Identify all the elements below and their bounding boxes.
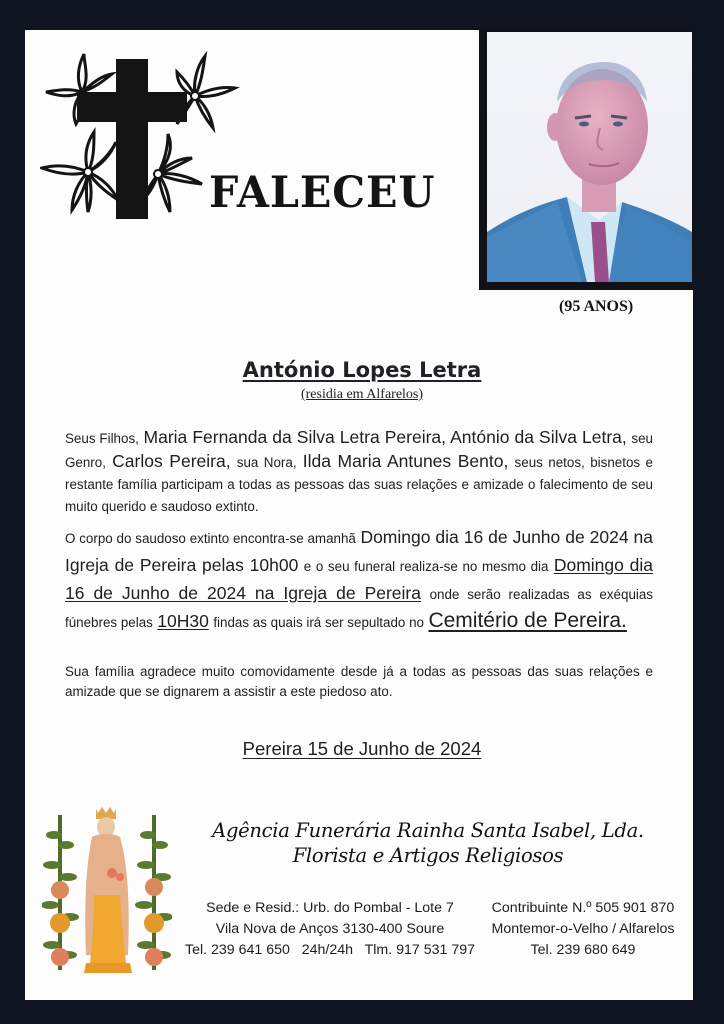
funeral-paragraph: [65, 524, 653, 636]
address-line-1: Sede e Resid.: Urb. do Pombal - Lote 7: [206, 900, 454, 916]
text: seus netos, bisnetos e restante família participam a todas as pessoas das suas relações e amizade o falecimento de seu muito querido e saudoso extinto.: [65, 455, 653, 514]
age-label: (95 ANOS): [559, 298, 634, 315]
agency-tagline: Florista e Artigos Religiosos: [292, 844, 564, 867]
son-in-law-name: Carlos Pereira,: [112, 451, 231, 471]
address-line-2: Vila Nova de Anços 3130-400 Soure: [215, 921, 445, 937]
text: e o seu funeral realiza-se no mesmo dia: [303, 559, 549, 574]
funeral-details: Domingo dia 16 de Junho de 2024 na Igreja de Pereira: [65, 555, 654, 603]
flower-icon: [140, 134, 202, 212]
text: findas as quais irá ser sepultado no: [213, 615, 424, 630]
flower-column-right: [135, 815, 172, 970]
agency-title: [178, 818, 678, 868]
text: Seus Filhos,: [65, 431, 139, 446]
statue: [84, 807, 132, 973]
text: O corpo do saudoso extinto encontra-se amanhã: [65, 531, 356, 546]
family-paragraph: [65, 426, 653, 518]
text: sua Nora,: [236, 455, 297, 470]
branch-phone: Tel. 239 680 649: [530, 942, 636, 958]
notice-body: [65, 426, 653, 702]
branch-location: Montemor-o-Velho / Alfarelos: [491, 921, 675, 937]
agency-details: [488, 898, 678, 961]
page-title: FALECEU: [209, 168, 436, 218]
thanks-paragraph: Sua família agradece muito comovidamente desde já a todas as pessoas das suas relações e amizade que se dignarem a assistir a este piedoso ato.: [65, 664, 653, 699]
cross-horizontal: [77, 92, 187, 122]
flower-icon: [42, 132, 118, 212]
text: seu Genro,: [65, 431, 653, 470]
portrait-photo: [487, 32, 692, 282]
funeral-time: 10H30: [157, 611, 209, 631]
text: onde serão realizadas as exéquias fúnebres pelas: [65, 587, 654, 630]
phone-line: Tel. 239 641 650 24h/24h Tlm. 917 531 797: [184, 942, 475, 958]
daughter-in-law-name: Ilda Maria Antunes Bento,: [302, 451, 509, 471]
saint-statue-image: [42, 805, 172, 980]
agency-name: Agência Funerária Rainha Santa Isabel, Lda.: [212, 819, 644, 842]
children-names: Maria Fernanda da Silva Letra Pereira, António da Silva Letra,: [143, 427, 627, 447]
flower-column-left: [42, 815, 79, 970]
place-date: Pereira 15 de Junho de 2024: [242, 738, 482, 759]
cross-vertical: [116, 59, 148, 219]
tax-id: Contribuinte N.º 505 901 870: [491, 900, 675, 916]
agency-address: [175, 898, 485, 961]
deceased-residence: (residia em Alfarelos): [300, 387, 424, 402]
deceased-name: António Lopes Letra: [242, 358, 482, 382]
wake-details: Domingo dia 16 de Junho de 2024 na Igreja de Pereira pelas 10h00: [65, 527, 653, 575]
cemetery-name: Cemitério de Pereira.: [428, 609, 627, 632]
